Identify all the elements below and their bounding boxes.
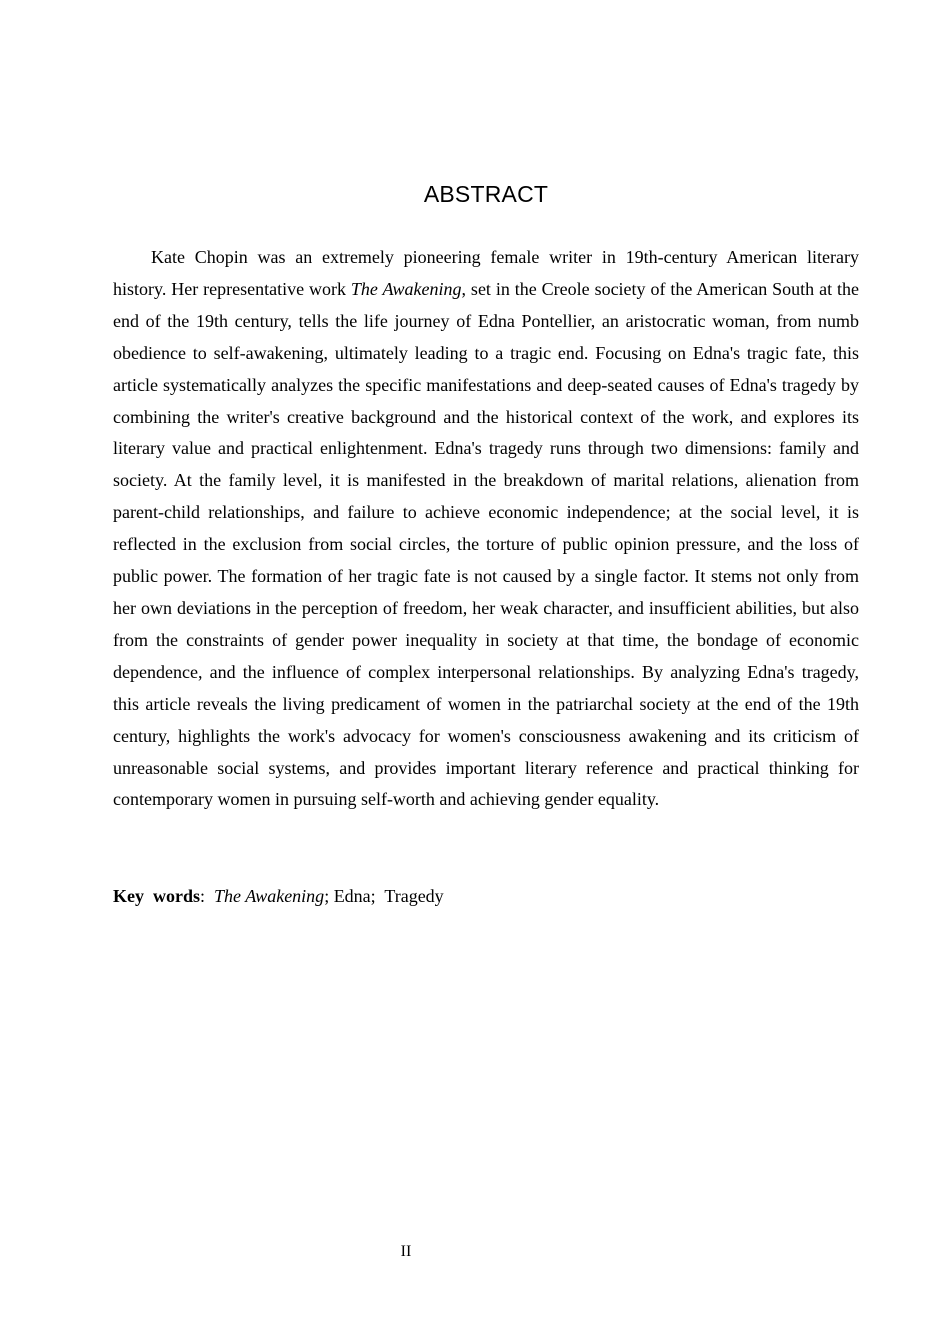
abstract-work-title: The Awakening <box>350 278 462 299</box>
abstract-text-intro: Kate Chopin was an extremely pioneering female writer in 19th-century American literary history. Her representative work <box>113 247 859 299</box>
keywords-separator: : <box>200 886 215 906</box>
keywords-label: Key words <box>113 886 200 906</box>
keywords-rest: ; Edna; Tragedy <box>324 886 444 906</box>
abstract-text-body: , set in the Creole society of the American South at the end of the 19th century, tells the life journey of Edna Pontellier, an aristocratic woman, from numb obedience to self-awakening, ultimately leading to a tragic end. Focusing on Edna's tragic fate, this article systematically analyzes the specific manifestations and deep-seated causes of Edna's tragedy by combining the writer's creative background and the historical context of the work, and explores its literary value and practical enlightenment. Edna's tragedy runs through two dimensions: family and society. At the family level, it is manifested in the breakdown of marital relations, alienation from parent-child relationships, and failure to achieve economic independence; at the social level, it is reflected in the exclusion from social circles, the torture of public opinion pressure, and the loss of public power. The formation of her tragic fate is not caused by a single factor. It stems not only from her own deviations in the perception of freedom, her weak character, and insufficient abilities, but also from the constraints of gender power inequality in society at that time, the bondage of economic dependence, and the influence of complex interpersonal relationships. By analyzing Edna's tragedy, this article reveals the living predicament of women in the patriarchal society at the end of the 19th century, highlights the work's advocacy for women's consciousness awakening and its criticism of unreasonable social systems, and provides important literary reference and practical thinking for contemporary women in pursuing self-worth and achieving gender equality. <box>113 278 859 810</box>
page-number: II <box>400 1243 412 1260</box>
keyword-the-awakening: The Awakening <box>214 886 325 906</box>
abstract-paragraph <box>113 242 859 816</box>
keywords-line <box>113 880 859 912</box>
abstract-heading: ABSTRACT <box>423 181 549 207</box>
